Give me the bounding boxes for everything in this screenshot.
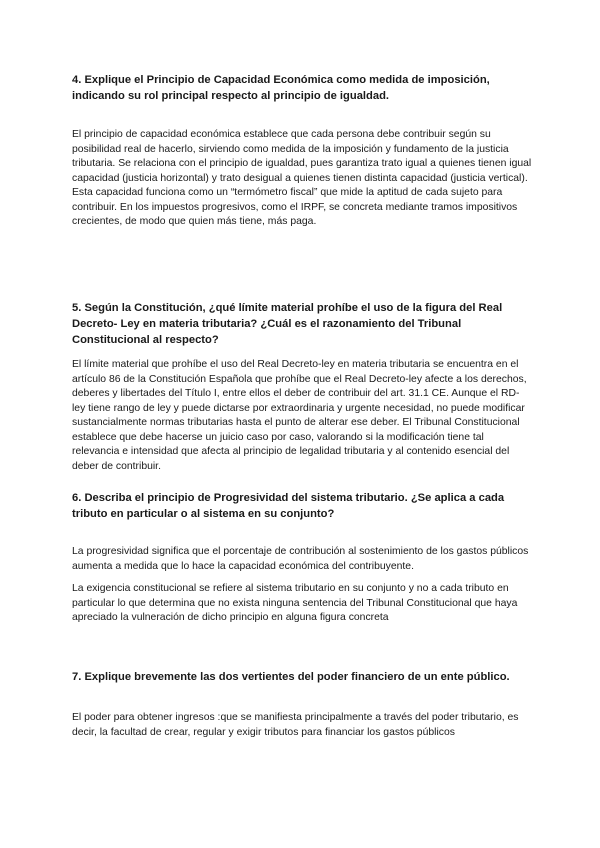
question-6-answer-1: La progresividad significa que el porcentaje de contribución al sostenimiento de los gastos públicos aumenta a medida que lo hace la capacidad económica del contribuyente. (72, 546, 529, 572)
question-4-title: 4. Explique el Principio de Capacidad Económica como medida de imposición, indicando su rol principal respecto al principio de igualdad. (72, 74, 490, 102)
question-7-answer-section (72, 711, 532, 740)
question-7-answer: El poder para obtener ingresos :que se manifiesta principalmente a través del poder tributario, es decir, la facultad de crear, regular y exigir tributos para financiar los gastos públicos (72, 712, 519, 738)
question-4-answer: El principio de capacidad económica establece que cada persona debe contribuir según su posibilidad real de hacerlo, sirviendo como medida de la imposición y fundamento de la justicia tributaria. Se relaciona con el principio de igualdad, pues garantiza trato igual a quienes tienen igual capacidad (justicia horizontal) y trato desigual a quienes tienen distinta capacidad (justicia vertical). Esta capacidad funciona como un “termómetro fiscal” que mide la aptitud de cada sujeto para contribuir. En los impuestos progresivos, como el IRPF, se concreta mediante tramos impositivos crecientes, de modo que quien más tiene, más paga. (72, 129, 532, 227)
question-5-title: 5. Según la Constitución, ¿qué límite material prohíbe el uso de la figura del Real Decreto- Ley en materia tributaria? ¿Cuál es el razonamiento del Tribunal Constitucional al respecto? (72, 302, 503, 346)
question-6-answer-2: La exigencia constitucional se refiere al sistema tributario en su conjunto y no a cada tributo en particular lo que determina que no exista ninguna sentencia del Tribunal Constitucional que haya apreciado la vulneración de dicho principio en alguna figura concreta (72, 583, 518, 623)
question-4-section (72, 72, 532, 104)
question-6-section (72, 490, 532, 522)
question-5-section (72, 300, 532, 348)
question-6-answer-2-section (72, 582, 532, 626)
question-7-title: 7. Explique brevemente las dos vertientes del poder financiero de un ente público. (72, 671, 510, 683)
question-5-answer: El límite material que prohíbe el uso del Real Decreto-ley en materia tributaria se encuentra en el artículo 86 de la Constitución Española que prohíbe que el Real Decreto-ley afecte a los derechos, deberes y libertades del Título I, entre ellos el deber de contribuir del art. 31.1 CE. Aunque el RD-ley tiene rango de ley y puede dictarse por extraordinaria y urgente necesidad, no puede modificar sustancialmente normas tributarias hasta el punto de alterar ese deber. El Tribunal Constitucional establece que debe hacerse un juicio caso por caso, valorando si la modificación tiene tal relevancia e intensidad que afecta al principio de legalidad tributaria y al contenido esencial del deber de contribuir. (72, 359, 527, 472)
question-4-answer-section (72, 128, 532, 230)
question-6-answer-1-section (72, 545, 532, 574)
question-6-title: 6. Describa el principio de Progresividad del sistema tributario. ¿Se aplica a cada tributo en particular o al sistema en su conjunto? (72, 492, 505, 520)
question-5-answer-section (72, 358, 532, 474)
question-7-section (72, 669, 532, 685)
